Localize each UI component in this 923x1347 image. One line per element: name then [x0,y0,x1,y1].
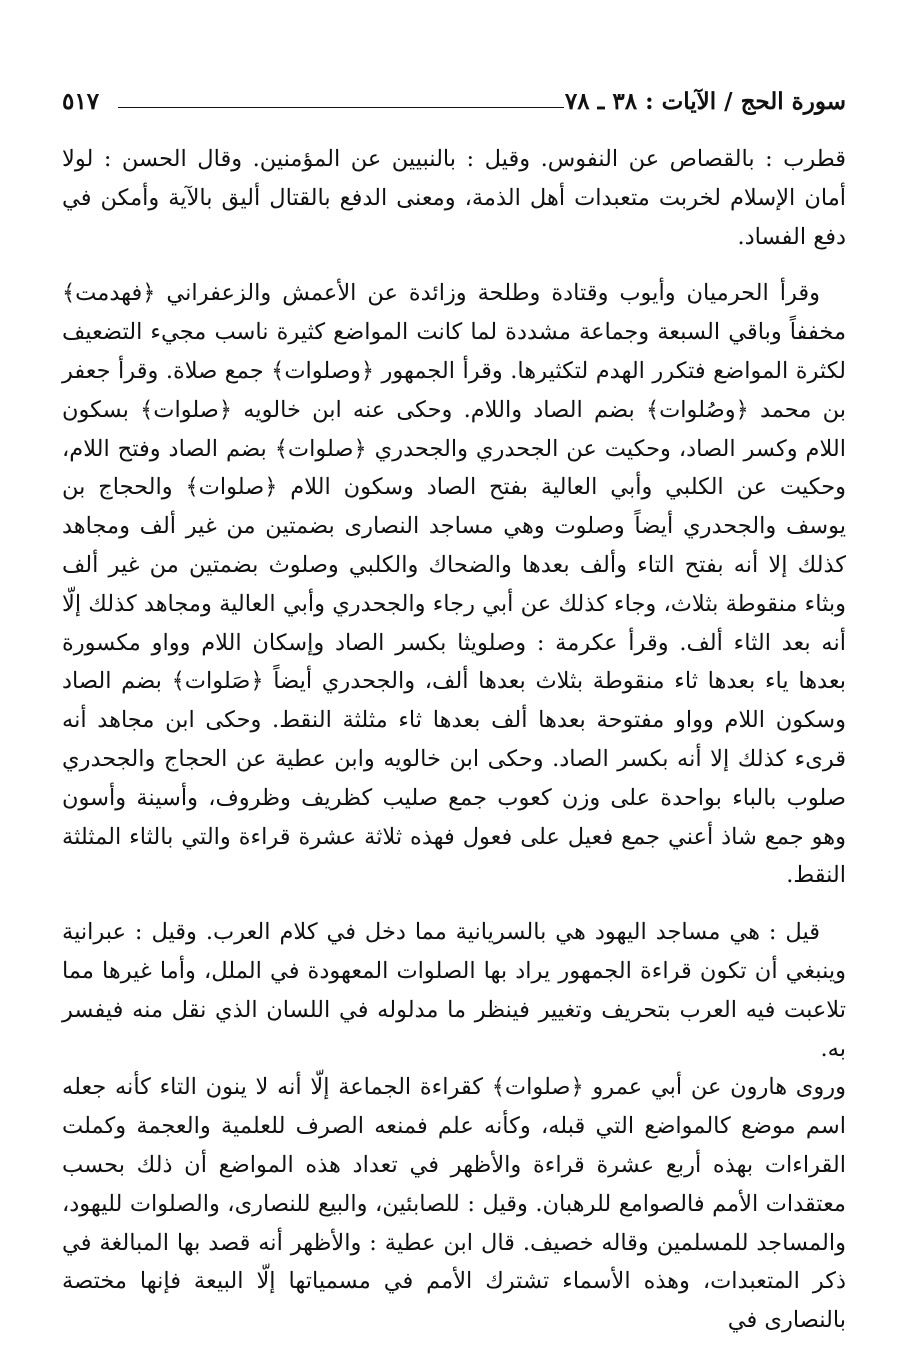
paragraph-3: قيل : هي مساجد اليهود هي بالسريانية مما دخل في كلام العرب. وقيل : عبرانية وينبغي أن تكون قراءة الجمهور يراد بها الصلوات المعهودة في الملل، وأما غيرها مما تلاعبت فيه العرب بتحريف وتغيير فينظر ما مدلوله في اللسان الذي نقل منه فيفسر به. [62,919,846,1062]
running-title: سورة الحج / الآيات : ٣٨ ـ ٧٨ [564,88,846,115]
header-rule [118,107,564,108]
page-header [62,80,846,120]
paragraph-1: قطرب : بالقصاص عن النفوس. وقيل : بالنبيين عن المؤمنين. وقال الحسن : لولا أمان الإسلام لخربت متعبدات أهل الذمة، ومعنى الدفع بالقتال أليق بالآية وأمكن في دفع الفساد. [62,146,846,250]
book-page [62,80,846,1340]
paragraph-4: وروى هارون عن أبي عمرو ﴿صلوات﴾ كقراءة الجماعة إلّا أنه لا ينون التاء كأنه جعله اسم موضع كالمواضع التي قبله، وكأنه علم فمنعه الصرف للعلمية والعجمة وكملت القراءات بهذه أربع عشرة قراءة والأظهر في تعداد هذه المواضع أن ذلك بحسب معتقدات الأمم فالصوامع للرهبان. وقيل : للصابئين، والبيع للنصارى، والصلوات لليهود، والمساجد للمسلمين وقاله خصيف. قال ابن عطية : والأظهر أنه قصد بها المبالغة في ذكر المتعبدات، وهذه الأسماء تشترك الأمم في مسمياتها إلّا البيعة فإنها مختصة بالنصارى في [62,1074,846,1334]
paragraph-2: وقرأ الحرميان وأيوب وقتادة وطلحة وزائدة عن الأعمش والزعفراني ﴿فهدمت﴾ مخففاً وباقي السبعة وجماعة مشددة لما كانت المواضع كثيرة ناسب مجيء التضعيف لكثرة المواضع فتكرر الهدم لتكثيرها. وقرأ الجمهور ﴿وصلوات﴾ جمع صلاة. وقرأ جعفر بن محمد ﴿وصُلوات﴾ بضم الصاد واللام. وحكى عنه ابن خالويه ﴿صلوات﴾ بسكون اللام وكسر الصاد، وحكيت عن الجحدري والجحدري ﴿صلوات﴾ بضم الصاد وفتح اللام، وحكيت عن الكلبي وأبي العالية بفتح الصاد وسكون اللام ﴿صلوات﴾ والحجاج بن يوسف والجحدري أيضاً وصلوت وهي مساجد النصارى بضمتين من غير ألف ومجاهد كذلك إلا أنه بفتح التاء وألف بعدها والضحاك والكلبي وصلوث بضمتين من غير ألف وبثاء منقوطة بثلاث، وجاء كذلك عن أبي رجاء والجحدري وأبي العالية ومجاهد كذلك إلّا أنه بعد الثاء ألف. وقرأ عكرمة : وصلويثا بكسر الصاد وإسكان اللام وواو مكسورة بعدها ياء بعدها ثاء منقوطة بثلاث بعدها ألف، والجحدري أيضاً ﴿صَلوات﴾ بضم الصاد وسكون اللام وواو مفتوحة بعدها ألف بعدها ثاء مثلثة النقط. وحكى ابن مجاهد أنه قرىء كذلك إلا أنه بكسر الصاد. وحكى ابن خالويه وابن عطية عن الحجاج والجحدري صلوب بالباء بواحدة على وزن كعوب جمع صليب كظريف وظروف، وأسينة وأسون وهو جمع شاذ أعني جمع فعيل على فعول فهذه ثلاثة عشرة قراءة والتي بالثاء المثلثة النقط. [62,280,846,889]
page-number: ٥١٧ [62,88,100,115]
